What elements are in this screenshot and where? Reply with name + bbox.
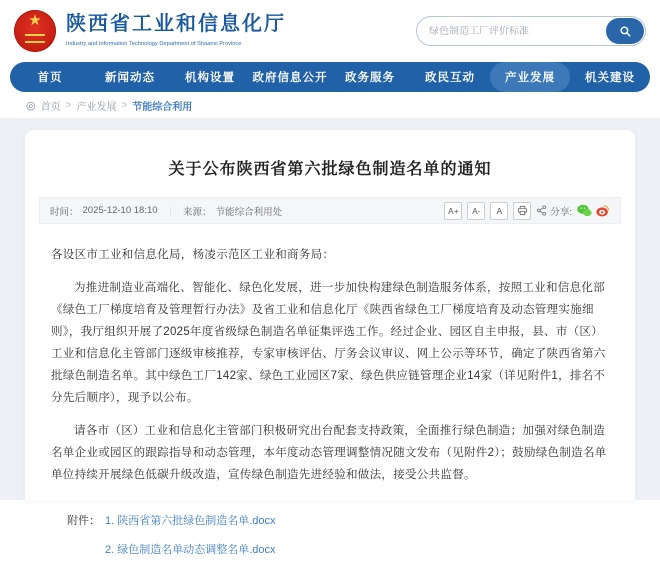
attachment-row	[67, 507, 609, 536]
nav-item-news[interactable]: 新闻动态	[105, 72, 155, 84]
breadcrumb-industry-development[interactable]: 产业发展	[76, 101, 117, 113]
font-size-increase-button[interactable]: A+	[444, 202, 462, 220]
attachment-row	[67, 536, 609, 565]
nav-item-gov-info[interactable]: 政府信息公开	[252, 72, 328, 84]
search-icon	[619, 25, 632, 38]
article-meta-left	[50, 204, 282, 218]
search-input[interactable]	[417, 26, 606, 37]
article-meta-bar	[39, 197, 621, 224]
nav-item-home[interactable]: 首页	[37, 72, 63, 84]
nav-item-interaction[interactable]: 政民互动	[425, 72, 475, 84]
wechat-icon	[577, 204, 592, 217]
article-paragraph: 各设区市工业和信息化局，杨凌示范区工业和商务局：	[51, 249, 335, 261]
breadcrumb-current[interactable]: 节能综合利用	[132, 101, 193, 113]
site-header	[0, 0, 660, 62]
printer-icon	[517, 205, 528, 216]
weibo-icon	[596, 204, 610, 217]
share-nodes-icon	[536, 205, 547, 216]
emblem-gate-icon	[25, 34, 45, 43]
share-weibo-button[interactable]	[596, 204, 610, 217]
main-nav	[10, 62, 650, 92]
nav-item-industry-development[interactable]: 产业发展	[490, 62, 570, 92]
print-button[interactable]	[513, 202, 531, 220]
share-wechat-button[interactable]	[577, 204, 592, 217]
national-emblem-logo	[14, 10, 56, 52]
time-value: 2025-12-10 18:10	[82, 205, 158, 216]
article-body	[39, 224, 621, 486]
article-paragraph: 请各市（区）工业和信息化主管部门积极研究出台配套支持政策，全面推行绿色制造；加强对绿色制造名单企业或园区的跟踪指导和动态管理，本年度动态管理调整情况随文发布（见附件2）；鼓励绿色制造名单单位持续开展绿色低碳升级改造，宣传绿色制造先进经验和做法，接受公共监督。	[51, 425, 607, 481]
article-paragraph: 为推进制造业高端化、智能化、绿色化发展，进一步加快构建绿色制造服务体系，按照工业和信息化部《绿色工厂梯度培育及管理暂行办法》及省工业和信息化厅《陕西省绿色工厂梯度培育及动态管理实施细则》，我厅组织开展了2025年度省级绿色制造名单征集评选工作。经过企业、园区自主申报，县、市（区）工业和信息化主管部门逐级审核推荐，专家审核评估、厅务会议审议、网上公示等环节，确定了陕西省第六批绿色制造名单。其中绿色工厂142家、绿色工业园区7家、绿色供应链管理企业14家（详见附件1，排名不分先后顺序），现予以公布。	[51, 282, 606, 404]
share-social-group	[577, 204, 610, 217]
breadcrumb-separator: >	[65, 99, 72, 111]
page-body	[0, 118, 660, 556]
article-title: 关于公布陕西省第六批绿色制造名单的通知	[168, 161, 492, 178]
share-label: 分享:	[550, 206, 572, 218]
nav-item-gov-services[interactable]: 政务服务	[345, 72, 395, 84]
attachment-link-1[interactable]: 1. 陕西省第六批绿色制造名单.docx	[105, 515, 276, 527]
font-size-reset-button[interactable]: A	[490, 202, 508, 220]
source-value: 节能综合利用处	[215, 206, 283, 218]
site-title: 陕西省工业和信息化厅	[66, 13, 286, 35]
site-subtitle: Industry and Information Technology Department of Shaanxi Province	[66, 40, 242, 47]
font-size-decrease-button[interactable]: A-	[467, 202, 485, 220]
source-label: 来源：	[183, 206, 212, 218]
search-button[interactable]	[606, 18, 644, 44]
meta-divider: ｜	[165, 206, 176, 218]
site-titles	[66, 13, 374, 49]
time-label: 时间：	[50, 206, 79, 218]
article-meta-right	[444, 202, 610, 220]
attachments-label: 附件：	[67, 515, 100, 527]
breadcrumb	[0, 92, 660, 118]
nav-item-agency-building[interactable]: 机关建设	[585, 72, 635, 84]
search-box	[416, 16, 646, 46]
share-label-group	[536, 204, 572, 218]
attachments-section	[39, 497, 621, 565]
nav-item-organization[interactable]: 机构设置	[185, 72, 235, 84]
article-card	[25, 130, 635, 556]
attachment-spacer	[67, 536, 105, 565]
attachment-link-2[interactable]: 2. 绿色制造名单动态调整名单.docx	[105, 544, 276, 556]
location-icon: ◎	[26, 99, 36, 112]
breadcrumb-separator: >	[121, 99, 128, 111]
emblem-star-icon: ★	[28, 12, 42, 29]
breadcrumb-home[interactable]: 首页	[40, 101, 61, 113]
